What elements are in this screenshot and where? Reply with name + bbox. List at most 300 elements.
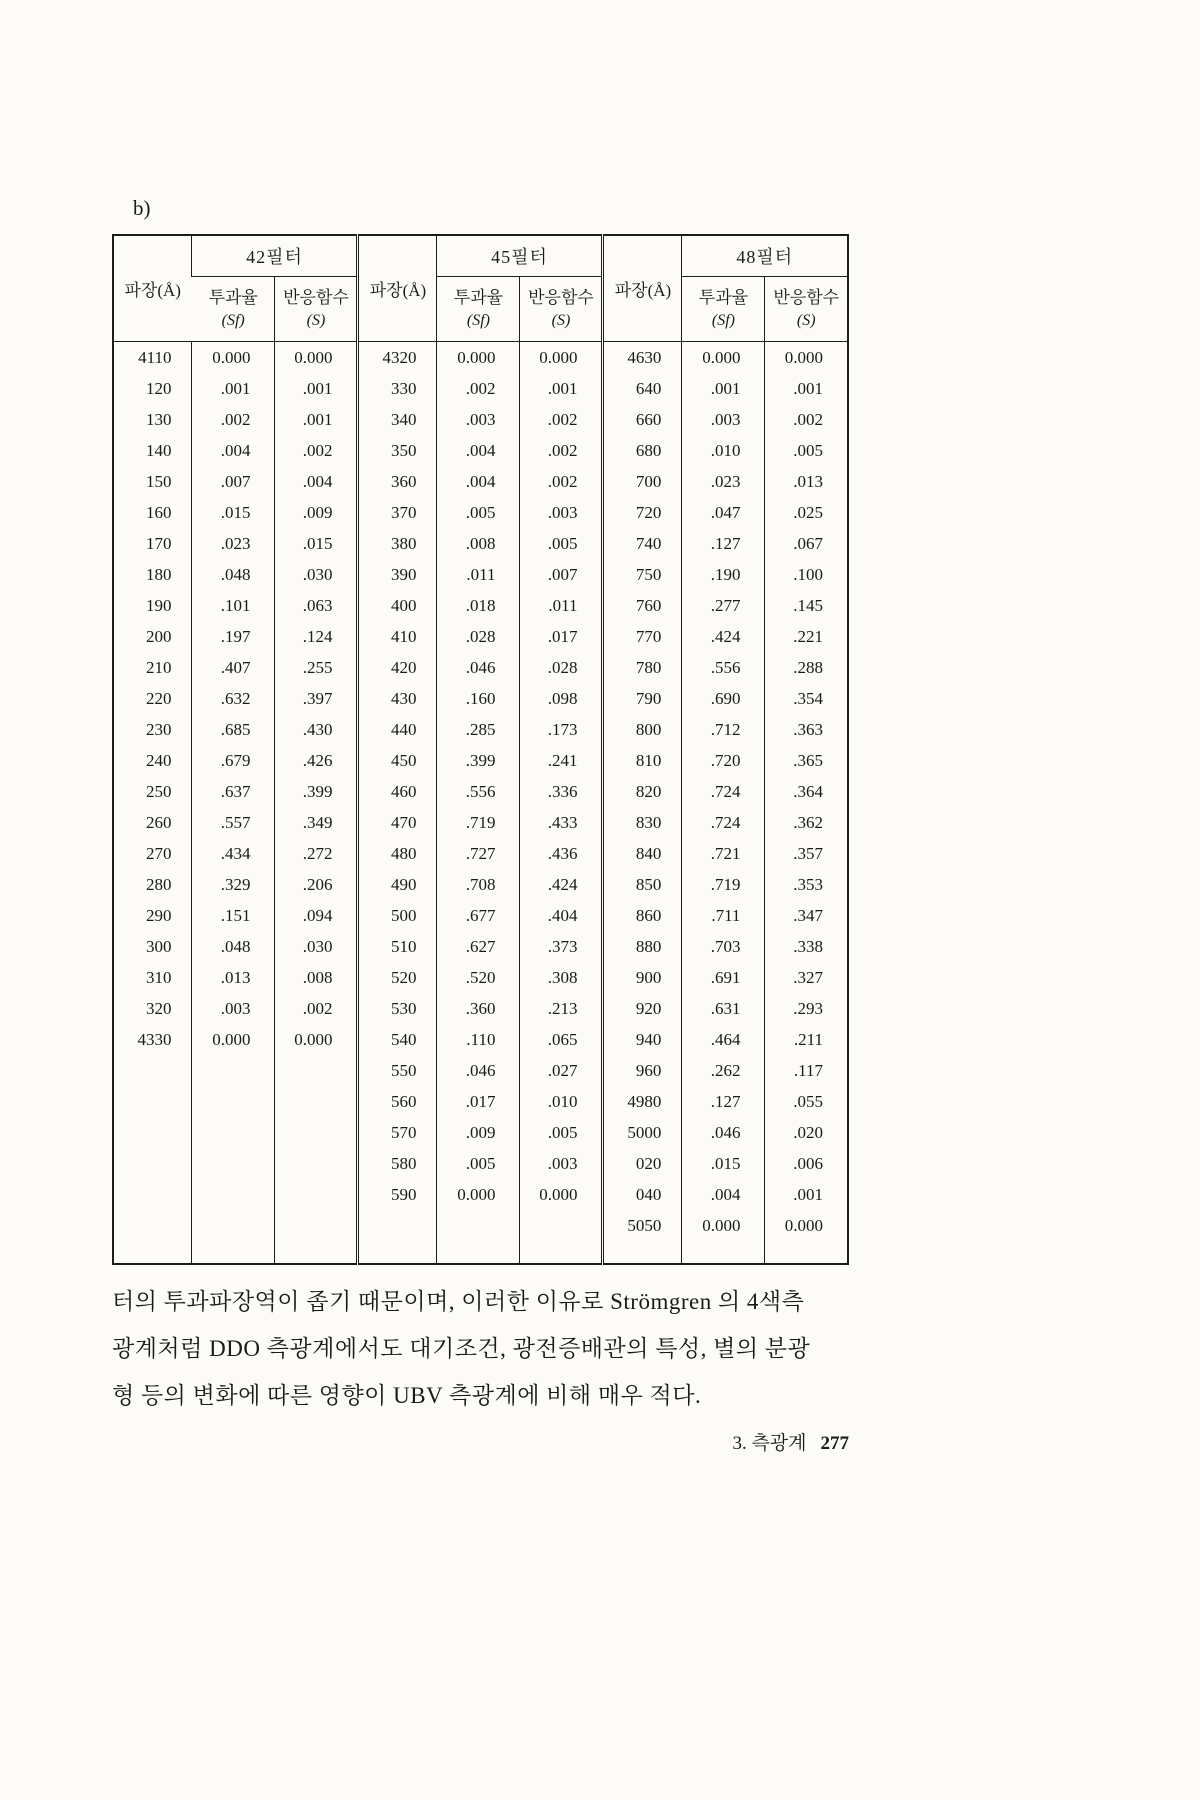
wavelength-cell: 430: [358, 683, 437, 714]
table-row: [113, 1148, 848, 1179]
group-title-45: 45필터: [437, 235, 603, 277]
response-cell: .404: [520, 900, 603, 931]
wavelength-cell: 4630: [603, 342, 682, 374]
wavelength-cell: 4110: [138, 348, 172, 367]
response-cell: .430: [275, 714, 358, 745]
wavelength-cell: 940: [603, 1024, 682, 1055]
response-cell: [520, 1210, 603, 1264]
response-cell: .293: [765, 993, 848, 1024]
transmittance-cell: .724: [682, 776, 765, 807]
wavelength-cell: 860: [603, 900, 682, 931]
wavelength-cell: 470: [358, 807, 437, 838]
response-cell: .003: [520, 497, 603, 528]
wavelength-cell: 410: [358, 621, 437, 652]
col-header-transmittance: [682, 277, 765, 342]
wavelength-cell: 190: [145, 596, 172, 615]
table-row: [113, 838, 848, 869]
transmittance-cell: .556: [682, 652, 765, 683]
wavelength-cell: 240: [145, 751, 172, 770]
transmittance-cell: [192, 1055, 275, 1086]
wavelength-cell: 590: [358, 1179, 437, 1210]
response-cell: .010: [520, 1086, 603, 1117]
transmittance-cell: [192, 1086, 275, 1117]
body-paragraph: [112, 1278, 860, 1419]
wavelength-cell: 900: [603, 962, 682, 993]
wavelength-cell: 270: [145, 844, 172, 863]
subfigure-label: b): [133, 196, 151, 220]
transmittance-cell: .017: [437, 1086, 520, 1117]
transmittance-cell: .028: [437, 621, 520, 652]
transmittance-cell: .127: [682, 1086, 765, 1117]
transmittance-cell: .262: [682, 1055, 765, 1086]
col-header-response: [520, 277, 603, 342]
footer-section-title: 3. 측광계: [732, 1433, 807, 1454]
response-cell: .001: [275, 373, 358, 404]
transmittance-cell: .407: [192, 652, 275, 683]
response-cell: 0.000: [275, 342, 358, 374]
response-cell: .354: [765, 683, 848, 714]
response-cell: .117: [765, 1055, 848, 1086]
response-symbol: (S): [306, 311, 326, 329]
transmittance-cell: .711: [682, 900, 765, 931]
wavelength-cell: 550: [358, 1055, 437, 1086]
response-cell: .272: [275, 838, 358, 869]
transmittance-cell: .557: [192, 807, 275, 838]
response-cell: .011: [520, 590, 603, 621]
response-cell: .001: [765, 373, 848, 404]
wavelength-cell: 330: [358, 373, 437, 404]
wavelength-cell: 490: [358, 869, 437, 900]
table-row: [113, 962, 848, 993]
wavelength-cell: 760: [603, 590, 682, 621]
transmittance-cell: .002: [192, 404, 275, 435]
transmittance-cell: .329: [192, 869, 275, 900]
transmittance-cell: .003: [192, 993, 275, 1024]
wavelength-cell: 840: [603, 838, 682, 869]
table-row: [113, 1117, 848, 1148]
wavelength-cell: 420: [358, 652, 437, 683]
wavelength-cell: 850: [603, 869, 682, 900]
transmittance-cell: .703: [682, 931, 765, 962]
transmittance-cell: .727: [437, 838, 520, 869]
table-row: [113, 342, 848, 374]
transmittance-cell: .048: [192, 931, 275, 962]
wavelength-cell: 200: [145, 627, 172, 646]
wavelength-cell: 020: [603, 1148, 682, 1179]
wavelength-cell: 880: [603, 931, 682, 962]
transmittance-cell: .685: [192, 714, 275, 745]
wavelength-cell: 500: [358, 900, 437, 931]
wavelength-cell: 180: [145, 565, 172, 584]
response-cell: .002: [520, 435, 603, 466]
response-cell: .003: [520, 1148, 603, 1179]
table-header: [113, 235, 848, 342]
transmittance-cell: [192, 1210, 275, 1264]
response-cell: .364: [765, 776, 848, 807]
response-cell: .399: [275, 776, 358, 807]
transmittance-cell: .424: [682, 621, 765, 652]
transmittance-cell: 0.000: [192, 1024, 275, 1055]
transmittance-cell: .047: [682, 497, 765, 528]
transmittance-cell: .015: [192, 497, 275, 528]
response-cell: .002: [765, 404, 848, 435]
transmittance-cell: .719: [682, 869, 765, 900]
transmittance-cell: .023: [192, 528, 275, 559]
transmittance-cell: .003: [682, 404, 765, 435]
transmittance-cell: [192, 1117, 275, 1148]
transmittance-cell: .285: [437, 714, 520, 745]
transmittance-cell: [437, 1210, 520, 1264]
wavelength-cell: 230: [145, 720, 172, 739]
transmittance-cell: .690: [682, 683, 765, 714]
wavelength-cell: 720: [603, 497, 682, 528]
response-cell: .009: [275, 497, 358, 528]
response-cell: .008: [275, 962, 358, 993]
response-cell: [275, 1179, 358, 1210]
wavelength-cell: 790: [603, 683, 682, 714]
wavelength-cell: 350: [358, 435, 437, 466]
transmittance-cell: .197: [192, 621, 275, 652]
response-cell: .007: [520, 559, 603, 590]
table-row: [113, 497, 848, 528]
response-cell: .211: [765, 1024, 848, 1055]
transmittance-cell: .556: [437, 776, 520, 807]
transmittance-cell: .724: [682, 807, 765, 838]
group-title-row: [113, 235, 848, 277]
wavelength-cell: 5050: [603, 1210, 682, 1264]
col-header-wavelength: 파장(Å): [113, 235, 192, 342]
wavelength-cell: 310: [145, 968, 172, 987]
transmittance-cell: .004: [437, 466, 520, 497]
wavelength-cell: 480: [358, 838, 437, 869]
response-cell: .098: [520, 683, 603, 714]
response-symbol: (S): [551, 311, 571, 329]
wavelength-cell: 340: [358, 404, 437, 435]
wavelength-cell: [113, 1210, 192, 1264]
transmittance-cell: .110: [437, 1024, 520, 1055]
col-header-response: [765, 277, 848, 342]
response-cell: .241: [520, 745, 603, 776]
wavelength-cell: 560: [358, 1086, 437, 1117]
table-row: [113, 1055, 848, 1086]
response-cell: .349: [275, 807, 358, 838]
transmittance-cell: .046: [437, 652, 520, 683]
response-cell: .347: [765, 900, 848, 931]
transmittance-cell: .101: [192, 590, 275, 621]
response-cell: .017: [520, 621, 603, 652]
transmittance-cell: .627: [437, 931, 520, 962]
wavelength-cell: 130: [145, 410, 172, 429]
response-cell: .336: [520, 776, 603, 807]
table-row: [113, 528, 848, 559]
transmittance-cell: .151: [192, 900, 275, 931]
wavelength-cell: 300: [145, 937, 172, 956]
response-cell: .221: [765, 621, 848, 652]
response-symbol: (S): [796, 311, 816, 329]
response-cell: .025: [765, 497, 848, 528]
wavelength-cell: 510: [358, 931, 437, 962]
response-cell: [275, 1086, 358, 1117]
wavelength-cell: 170: [145, 534, 172, 553]
response-cell: 0.000: [275, 1024, 358, 1055]
wavelength-cell: 520: [358, 962, 437, 993]
response-cell: [275, 1117, 358, 1148]
wavelength-cell: [113, 1148, 192, 1179]
filter-response-table: [112, 234, 849, 1265]
transmittance-symbol: (Sf): [466, 311, 490, 329]
transmittance-cell: 0.000: [437, 342, 520, 374]
response-cell: .005: [520, 1117, 603, 1148]
group-title-48: 48필터: [682, 235, 848, 277]
transmittance-cell: .004: [437, 435, 520, 466]
transmittance-cell: .631: [682, 993, 765, 1024]
table-row: [113, 807, 848, 838]
transmittance-cell: .190: [682, 559, 765, 590]
transmittance-cell: .712: [682, 714, 765, 745]
wavelength-cell: 370: [358, 497, 437, 528]
wavelength-cell: [113, 1117, 192, 1148]
transmittance-cell: .127: [682, 528, 765, 559]
wavelength-cell: 770: [603, 621, 682, 652]
response-cell: [275, 1210, 358, 1264]
wavelength-cell: 120: [145, 379, 172, 398]
response-cell: .055: [765, 1086, 848, 1117]
transmittance-cell: 0.000: [682, 1210, 765, 1264]
page-number: 277: [820, 1433, 849, 1454]
table-row: [113, 714, 848, 745]
response-cell: .288: [765, 652, 848, 683]
table-row: [113, 745, 848, 776]
response-cell: .004: [275, 466, 358, 497]
transmittance-cell: .434: [192, 838, 275, 869]
transmittance-cell: .001: [682, 373, 765, 404]
transmittance-cell: .464: [682, 1024, 765, 1055]
response-cell: .424: [520, 869, 603, 900]
response-cell: .002: [275, 435, 358, 466]
response-cell: .020: [765, 1117, 848, 1148]
wavelength-cell: 260: [145, 813, 172, 832]
wavelength-cell: 780: [603, 652, 682, 683]
transmittance-cell: .004: [682, 1179, 765, 1210]
response-cell: .363: [765, 714, 848, 745]
transmittance-cell: .399: [437, 745, 520, 776]
response-cell: .002: [275, 993, 358, 1024]
response-cell: .006: [765, 1148, 848, 1179]
response-cell: .357: [765, 838, 848, 869]
wavelength-cell: 390: [358, 559, 437, 590]
wavelength-cell: 960: [603, 1055, 682, 1086]
response-cell: .308: [520, 962, 603, 993]
transmittance-cell: .677: [437, 900, 520, 931]
wavelength-cell: [113, 1055, 192, 1086]
transmittance-cell: .011: [437, 559, 520, 590]
response-cell: [275, 1148, 358, 1179]
wavelength-cell: 830: [603, 807, 682, 838]
transmittance-cell: [192, 1179, 275, 1210]
transmittance-cell: .046: [437, 1055, 520, 1086]
wavelength-cell: 040: [603, 1179, 682, 1210]
table-body: [113, 342, 848, 1265]
transmittance-cell: .008: [437, 528, 520, 559]
response-cell: .426: [275, 745, 358, 776]
transmittance-cell: .003: [437, 404, 520, 435]
response-cell: .338: [765, 931, 848, 962]
transmittance-cell: .018: [437, 590, 520, 621]
response-cell: .094: [275, 900, 358, 931]
transmittance-cell: .010: [682, 435, 765, 466]
wavelength-cell: 400: [358, 590, 437, 621]
wavelength-cell: 530: [358, 993, 437, 1024]
transmittance-cell: .046: [682, 1117, 765, 1148]
response-cell: .002: [520, 466, 603, 497]
response-cell: .005: [520, 528, 603, 559]
col-header-wavelength: 파장(Å): [358, 235, 437, 342]
transmittance-cell: .048: [192, 559, 275, 590]
table-row: [113, 776, 848, 807]
response-cell: .028: [520, 652, 603, 683]
wavelength-cell: 280: [145, 875, 172, 894]
transmittance-cell: [192, 1148, 275, 1179]
transmittance-cell: .001: [192, 373, 275, 404]
wavelength-cell: 750: [603, 559, 682, 590]
transmittance-cell: .007: [192, 466, 275, 497]
transmittance-cell: .691: [682, 962, 765, 993]
wavelength-cell: 380: [358, 528, 437, 559]
response-cell: .001: [275, 404, 358, 435]
transmittance-cell: .160: [437, 683, 520, 714]
response-cell: .065: [520, 1024, 603, 1055]
table-row: [113, 1024, 848, 1055]
wavelength-cell: 220: [145, 689, 172, 708]
wavelength-cell: 320: [145, 999, 172, 1018]
table-row: [113, 683, 848, 714]
response-cell: .001: [765, 1179, 848, 1210]
table-row: [113, 404, 848, 435]
wavelength-cell: [113, 1179, 192, 1210]
response-cell: [275, 1055, 358, 1086]
wavelength-cell: 4980: [603, 1086, 682, 1117]
wavelength-cell: 150: [145, 472, 172, 491]
transmittance-cell: .013: [192, 962, 275, 993]
transmittance-label: 투과율: [453, 287, 504, 307]
wavelength-cell: 140: [145, 441, 172, 460]
response-cell: .436: [520, 838, 603, 869]
table-row: [113, 993, 848, 1024]
transmittance-cell: .005: [437, 1148, 520, 1179]
response-label: 반응함수: [773, 287, 840, 307]
response-cell: .173: [520, 714, 603, 745]
table-row: [113, 900, 848, 931]
wavelength-cell: [358, 1210, 437, 1264]
wavelength-cell: 290: [145, 906, 172, 925]
transmittance-cell: .015: [682, 1148, 765, 1179]
table-row: [113, 559, 848, 590]
col-header-row: [113, 277, 848, 342]
wavelength-cell: 740: [603, 528, 682, 559]
response-cell: .327: [765, 962, 848, 993]
wavelength-cell: 810: [603, 745, 682, 776]
response-cell: .100: [765, 559, 848, 590]
col-header-transmittance: [437, 277, 520, 342]
response-cell: .365: [765, 745, 848, 776]
transmittance-cell: .679: [192, 745, 275, 776]
table-row: [113, 652, 848, 683]
group-title-42: 42필터: [192, 235, 358, 277]
transmittance-cell: .023: [682, 466, 765, 497]
wavelength-cell: 450: [358, 745, 437, 776]
transmittance-cell: 0.000: [192, 342, 275, 374]
response-cell: .001: [520, 373, 603, 404]
wavelength-cell: 160: [145, 503, 172, 522]
response-cell: .013: [765, 466, 848, 497]
page-footer: [112, 1428, 849, 1455]
response-label: 반응함수: [528, 287, 594, 307]
wavelength-cell: 440: [358, 714, 437, 745]
response-cell: .015: [275, 528, 358, 559]
wavelength-cell: 820: [603, 776, 682, 807]
response-cell: 0.000: [765, 1210, 848, 1264]
transmittance-cell: 0.000: [682, 342, 765, 374]
transmittance-cell: .720: [682, 745, 765, 776]
col-header-wavelength: 파장(Å): [603, 235, 682, 342]
wavelength-cell: 250: [145, 782, 172, 801]
wavelength-cell: 570: [358, 1117, 437, 1148]
response-cell: .030: [275, 559, 358, 590]
response-cell: .002: [520, 404, 603, 435]
wavelength-cell: 4320: [358, 342, 437, 374]
wavelength-cell: 540: [358, 1024, 437, 1055]
wavelength-cell: 360: [358, 466, 437, 497]
table-row: [113, 466, 848, 497]
transmittance-cell: .009: [437, 1117, 520, 1148]
wavelength-cell: 700: [603, 466, 682, 497]
wavelength-cell: [113, 1086, 192, 1117]
response-cell: .255: [275, 652, 358, 683]
response-cell: .362: [765, 807, 848, 838]
response-cell: .213: [520, 993, 603, 1024]
transmittance-label: 투과율: [698, 287, 749, 307]
table-row: [113, 435, 848, 466]
wavelength-cell: 800: [603, 714, 682, 745]
response-cell: .005: [765, 435, 848, 466]
transmittance-cell: 0.000: [437, 1179, 520, 1210]
paragraph-line: 터의 투과파장역이 좁기 때문이며, 이러한 이유로 Strömgren 의 4색측: [112, 1289, 805, 1314]
transmittance-cell: .277: [682, 590, 765, 621]
response-cell: .353: [765, 869, 848, 900]
table-row: [113, 621, 848, 652]
response-cell: 0.000: [520, 1179, 603, 1210]
transmittance-cell: .005: [437, 497, 520, 528]
wavelength-cell: 4330: [137, 1030, 172, 1049]
transmittance-cell: .719: [437, 807, 520, 838]
transmittance-cell: .520: [437, 962, 520, 993]
response-cell: .145: [765, 590, 848, 621]
response-cell: .397: [275, 683, 358, 714]
table-row: [113, 1179, 848, 1210]
paragraph-line: 형 등의 변화에 따른 영향이 UBV 측광계에 비해 매우 적다.: [112, 1383, 702, 1408]
response-cell: .063: [275, 590, 358, 621]
table-row: [113, 590, 848, 621]
col-header-response: [275, 277, 358, 342]
table-row: [113, 1086, 848, 1117]
transmittance-cell: .721: [682, 838, 765, 869]
response-cell: .433: [520, 807, 603, 838]
response-cell: .206: [275, 869, 358, 900]
response-cell: .030: [275, 931, 358, 962]
filter-table-wrap: [112, 234, 849, 1265]
transmittance-cell: .002: [437, 373, 520, 404]
wavelength-cell: 680: [603, 435, 682, 466]
